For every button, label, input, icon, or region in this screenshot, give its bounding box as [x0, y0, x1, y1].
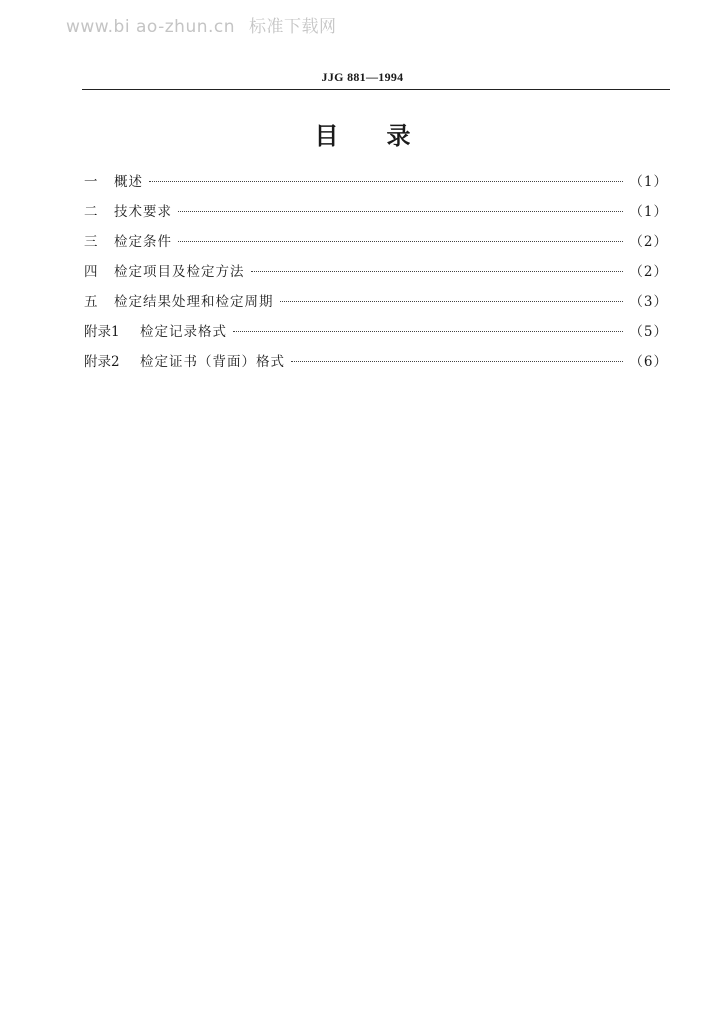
toc-entry-number: 四	[84, 264, 98, 280]
toc-entry-label: 概述	[114, 174, 143, 190]
toc-entry-number: 附录2	[84, 354, 120, 370]
toc-entry[interactable]	[84, 260, 668, 290]
toc-entry-page: （1）	[629, 174, 668, 190]
table-of-contents	[84, 170, 668, 380]
toc-entry-label: 检定条件	[114, 234, 172, 250]
toc-entry-number: 二	[84, 204, 98, 220]
toc-entry[interactable]	[84, 200, 668, 230]
dot-leader	[149, 181, 623, 182]
standard-code: JJG 881—1994	[321, 70, 404, 84]
toc-entry-number: 一	[84, 174, 98, 190]
dot-leader	[178, 211, 623, 212]
toc-entry-page: （6）	[629, 354, 668, 370]
toc-entry-page: （1）	[629, 204, 668, 220]
dot-leader	[178, 241, 623, 242]
dot-leader	[291, 361, 623, 362]
header-divider	[82, 89, 670, 90]
toc-entry-page: （5）	[629, 324, 668, 340]
toc-entry-page: （2）	[629, 264, 668, 280]
toc-entry-number: 五	[84, 294, 98, 310]
toc-entry[interactable]	[84, 350, 668, 380]
toc-entry[interactable]	[84, 170, 668, 200]
toc-entry-page: （2）	[629, 234, 668, 250]
toc-entry-number: 附录1	[84, 324, 120, 340]
watermark-site-name: 标准下载网	[249, 17, 337, 37]
toc-entry-label: 检定结果处理和检定周期	[114, 294, 274, 310]
dot-leader	[280, 301, 624, 302]
toc-entry-label: 检定项目及检定方法	[114, 264, 245, 280]
watermark-url: www.bi ao-zhun.cn	[66, 17, 236, 37]
toc-entry-label: 检定证书（背面）格式	[140, 354, 285, 370]
dot-leader	[233, 331, 623, 332]
toc-entry-label: 技术要求	[114, 204, 172, 220]
dot-leader	[251, 271, 624, 272]
site-watermark	[66, 12, 337, 37]
toc-entry[interactable]	[84, 230, 668, 260]
toc-entry[interactable]	[84, 320, 668, 350]
toc-title: 目录	[314, 122, 459, 150]
toc-entry-number: 三	[84, 234, 98, 250]
toc-entry-label: 检定记录格式	[140, 324, 227, 340]
toc-entry-page: （3）	[629, 294, 668, 310]
toc-entry[interactable]	[84, 290, 668, 320]
